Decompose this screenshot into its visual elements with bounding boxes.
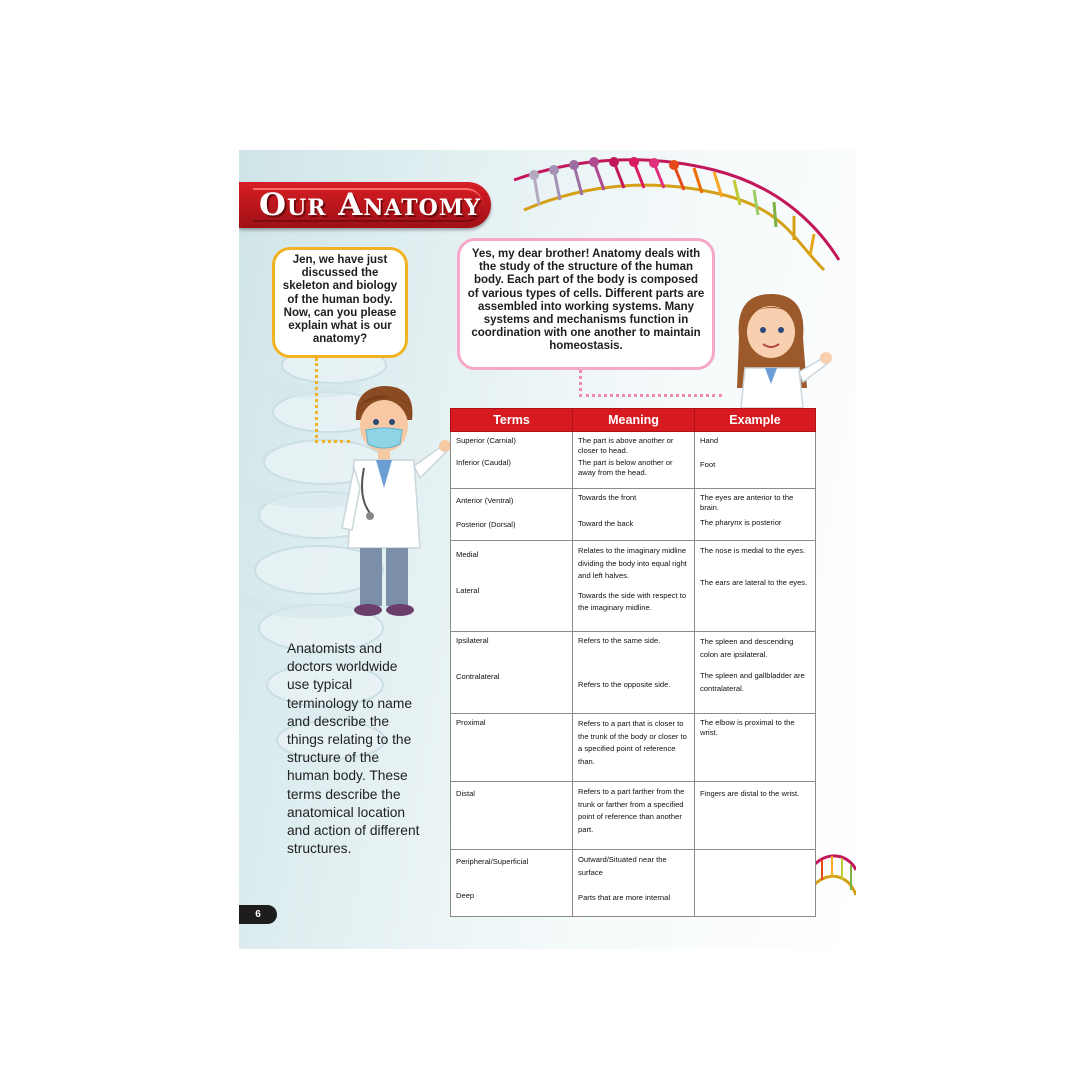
meaning-cell — [573, 782, 695, 850]
example-cell — [695, 714, 816, 782]
meaning: The part is below another or away from the head. — [578, 458, 673, 477]
example-cell — [695, 850, 816, 917]
term: Proximal — [456, 718, 486, 727]
example: The elbow is proximal to the wrist. — [700, 718, 795, 737]
anatomy-terms-table — [450, 408, 816, 917]
example-cell — [695, 632, 816, 714]
meaning-cell — [573, 541, 695, 632]
term: Distal — [456, 789, 475, 798]
example: The spleen and gallbladder are contralateral. — [700, 671, 805, 693]
term: Anterior (Ventral) — [456, 496, 514, 505]
title-banner — [239, 182, 491, 228]
example-cell — [695, 541, 816, 632]
term: Medial — [456, 550, 479, 559]
meaning: Towards the front — [578, 493, 637, 502]
page-title: Our Anatomy — [259, 187, 481, 223]
term: Deep — [456, 891, 475, 900]
meaning: Toward the back — [578, 519, 634, 528]
meaning: The part is above another or closer to head. — [578, 436, 674, 455]
dna-helix-small-illustration — [814, 850, 856, 915]
example: The spleen and descending colon are ipsilateral. — [700, 637, 794, 659]
meaning-cell — [573, 714, 695, 782]
terms-cell — [451, 541, 573, 632]
meaning: Refers to the same side. — [578, 636, 661, 645]
term: Peripheral/Superficial — [456, 857, 529, 866]
terms-cell — [451, 714, 573, 782]
example: Foot — [700, 460, 716, 469]
example: Fingers are distal to the wrist. — [700, 789, 800, 798]
table-row — [451, 541, 816, 632]
boy-doctor-illustration — [334, 378, 454, 623]
term: Posterior (Dorsal) — [456, 520, 516, 529]
book-page — [239, 150, 856, 949]
example-cell — [695, 432, 816, 489]
table-row — [451, 782, 816, 850]
example: Hand — [700, 436, 719, 445]
column-header-terms: Terms — [451, 409, 573, 432]
terms-cell — [451, 850, 573, 917]
meaning-cell — [573, 850, 695, 917]
intro-paragraph: Anatomists and doctors worldwide use typical terminology to name and describe the things relating to the structure of the human body. These terms describe the anatomical location and action of different structures. — [287, 641, 420, 857]
terms-cell — [451, 782, 573, 850]
terms-cell — [451, 432, 573, 489]
example: The pharynx is posterior — [700, 518, 782, 527]
table-row — [451, 632, 816, 714]
meaning: Parts that are more internal — [578, 893, 671, 902]
term: Superior (Carnial) — [456, 436, 516, 445]
meaning: Outward/Situated near the surface — [578, 855, 667, 877]
example-cell — [695, 489, 816, 541]
terms-cell — [451, 489, 573, 541]
example: The ears are lateral to the eyes. — [700, 577, 808, 587]
meaning: Refers to a part that is closer to the trunk of the body or closer to a specified point of reference than. — [578, 719, 687, 766]
table-header-row — [451, 409, 816, 432]
meaning: Relates to the imaginary midline dividing the body into equal right and left halves. — [578, 546, 687, 580]
speech-bubble-girl: Yes, my dear brother! Anatomy deals with the study of the structure of the human body. Each part of the body is composed of various types of cells. Different parts are assembled into working systems. Many systems and mechanisms function in coordination with one another to maintain homeostasis. — [457, 238, 715, 370]
meaning-cell — [573, 432, 695, 489]
example-cell — [695, 782, 816, 850]
table-row — [451, 850, 816, 917]
meaning: Refers to the opposite side. — [578, 680, 671, 689]
table-row — [451, 432, 816, 489]
term: Contralateral — [456, 672, 500, 681]
meaning: Towards the side with respect to the imaginary midline. — [578, 590, 687, 612]
example: The eyes are anterior to the brain. — [700, 493, 794, 512]
speech-bubble-boy: Jen, we have just discussed the skeleton and biology of the human body. Now, can you please explain what is our anatomy? — [272, 247, 408, 358]
meaning-cell — [573, 632, 695, 714]
term: Inferior (Caudal) — [456, 458, 511, 467]
column-header-example: Example — [695, 409, 816, 432]
column-header-meaning: Meaning — [573, 409, 695, 432]
page-number: 6 — [239, 905, 277, 924]
term: Lateral — [456, 586, 480, 595]
table-row — [451, 714, 816, 782]
meaning-cell — [573, 489, 695, 541]
meaning: Refers to a part farther from the trunk or farther from a specified point of reference than another part. — [578, 787, 685, 834]
table-row — [451, 489, 816, 541]
example: The nose is medial to the eyes. — [700, 546, 806, 555]
terms-cell — [451, 632, 573, 714]
girl-doctor-illustration — [727, 288, 837, 408]
speech-pointer-girl — [579, 370, 722, 397]
term: Ipsilateral — [456, 636, 489, 645]
